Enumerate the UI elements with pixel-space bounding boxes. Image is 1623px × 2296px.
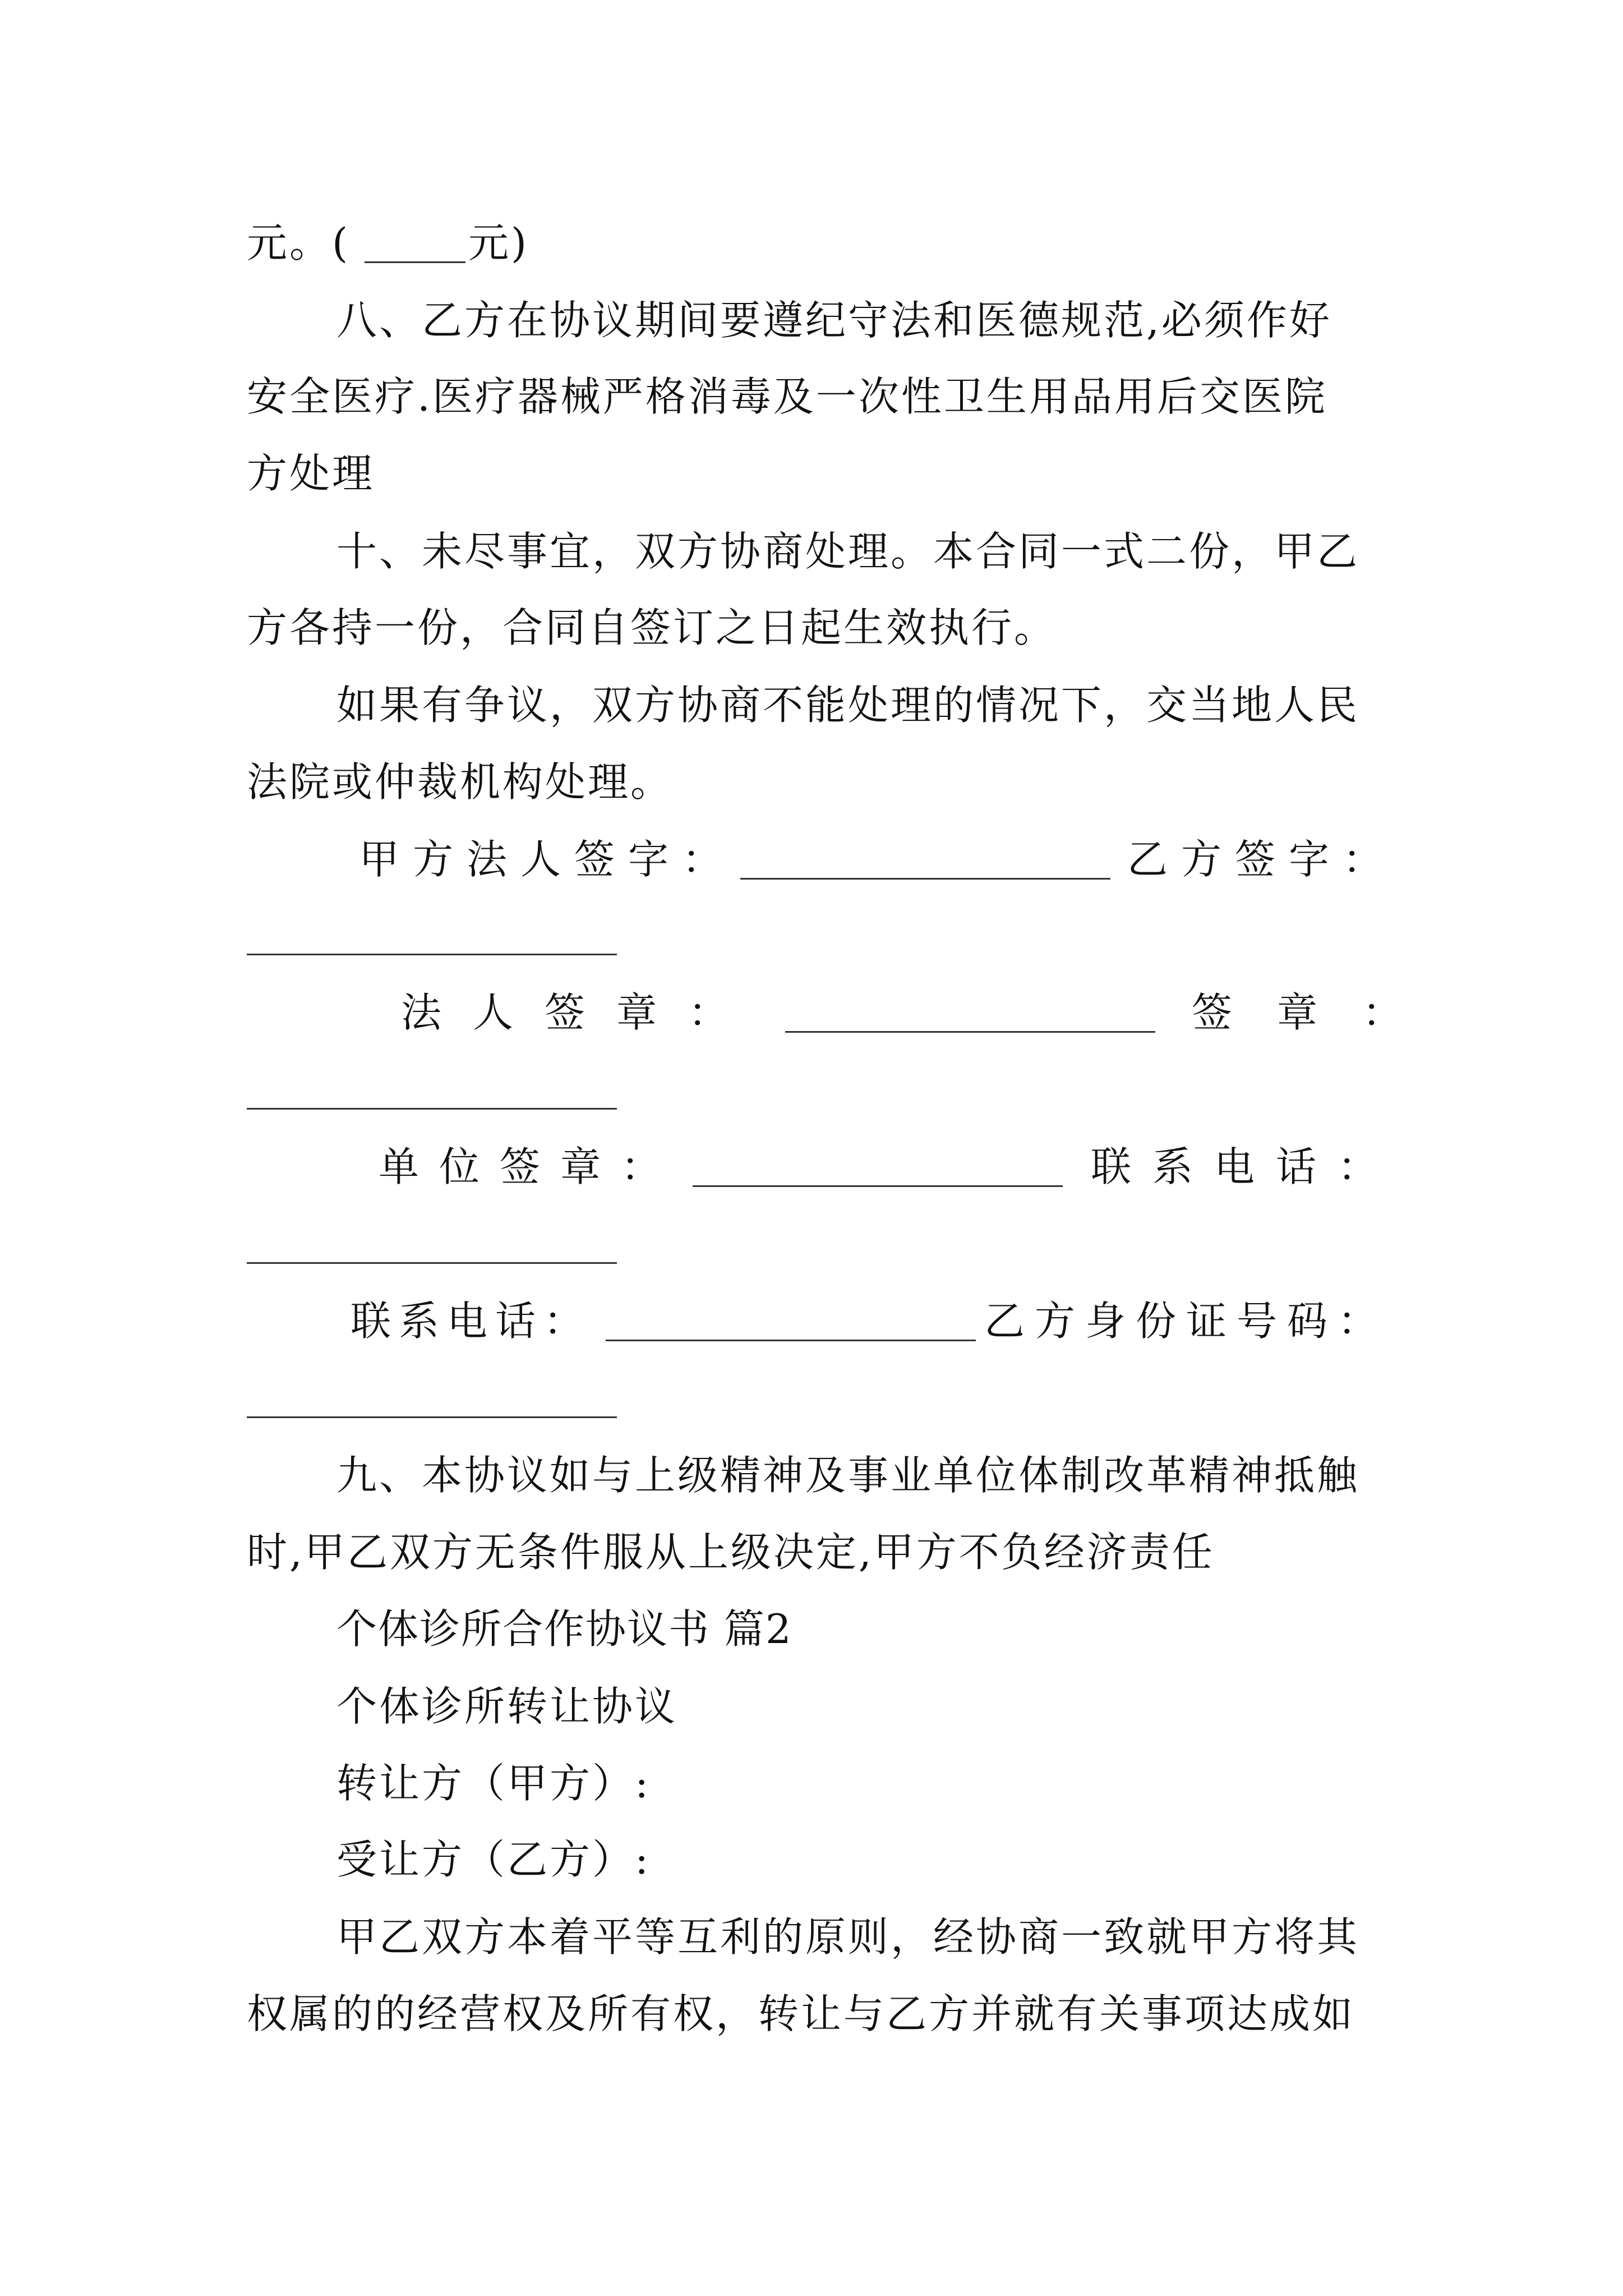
party-a-legal-signature-label: 甲方法人签字： <box>359 836 736 883</box>
signature-row <box>0 982 1623 1043</box>
paragraph-line: 权属的的经营权及所有权，转让与乙方并就有关事项达成如 <box>247 1990 1355 2037</box>
unit-seal-label: 单位签章： <box>379 1143 682 1190</box>
amount-blank <box>365 261 465 263</box>
paragraph-line: 十、未尽事宜，双方协商处理。本合同一式二份，甲乙 <box>336 528 1360 575</box>
party-b-phone-label: 联系电话： <box>1091 1143 1400 1190</box>
signature-blank <box>785 1031 1155 1033</box>
section-heading: 个体诊所合作协议书 篇2 <box>336 1605 792 1653</box>
party-b-id-label: 乙方身份证号码： <box>984 1297 1389 1345</box>
signature-row <box>0 1136 1623 1198</box>
signature-blank <box>693 1185 1063 1187</box>
paragraph-line: 方各持一份，合同自签订之日起生效执行。 <box>247 604 1057 651</box>
transferor-line: 转让方（甲方）: <box>336 1760 651 1807</box>
document-title: 个体诊所转让协议 <box>336 1683 678 1730</box>
paragraph-line: 方处理 <box>247 450 375 497</box>
signature-blank <box>247 1262 617 1264</box>
paragraph-line: 如果有争议，双方协商不能处理的情况下，交当地人民 <box>336 682 1360 729</box>
paragraph-line: 九、本协议如与上级精神及事业单位体制改革精神抵触 <box>336 1452 1360 1499</box>
party-b-signature-label: 乙方签字： <box>1127 836 1397 883</box>
paragraph-line: 八、乙方在协议期间要遵纪守法和医德规范,必须作好 <box>336 297 1332 344</box>
transferee-line: 受让方（乙方）: <box>336 1836 651 1883</box>
party-b-seal-label: 签章： <box>1192 989 1448 1036</box>
signature-row <box>0 829 1623 890</box>
signature-blank <box>740 878 1110 880</box>
signature-blank <box>247 1416 617 1418</box>
paragraph-line: 法院或仲裁机构处理。 <box>247 758 674 806</box>
signature-row <box>0 1290 1623 1352</box>
signature-blank <box>247 1108 617 1110</box>
paragraph-line: 安全医疗.医疗器械严格消毒及一次性卫生用品用后交医院 <box>247 373 1327 420</box>
paragraph-line: 时,甲乙双方无条件服从上级决定,甲方不负经济责任 <box>247 1529 1215 1576</box>
text-line <box>0 212 1623 274</box>
text-segment: 元。( <box>247 219 351 266</box>
party-a-phone-label: 联系电话： <box>351 1297 592 1345</box>
text-segment: 元) <box>468 219 529 266</box>
signature-blank <box>247 954 617 955</box>
legal-seal-label: 法人签章： <box>401 989 760 1036</box>
paragraph-line: 甲乙双方本着平等互利的原则，经协商一致就甲方将其 <box>336 1913 1360 1961</box>
signature-blank <box>606 1340 976 1341</box>
